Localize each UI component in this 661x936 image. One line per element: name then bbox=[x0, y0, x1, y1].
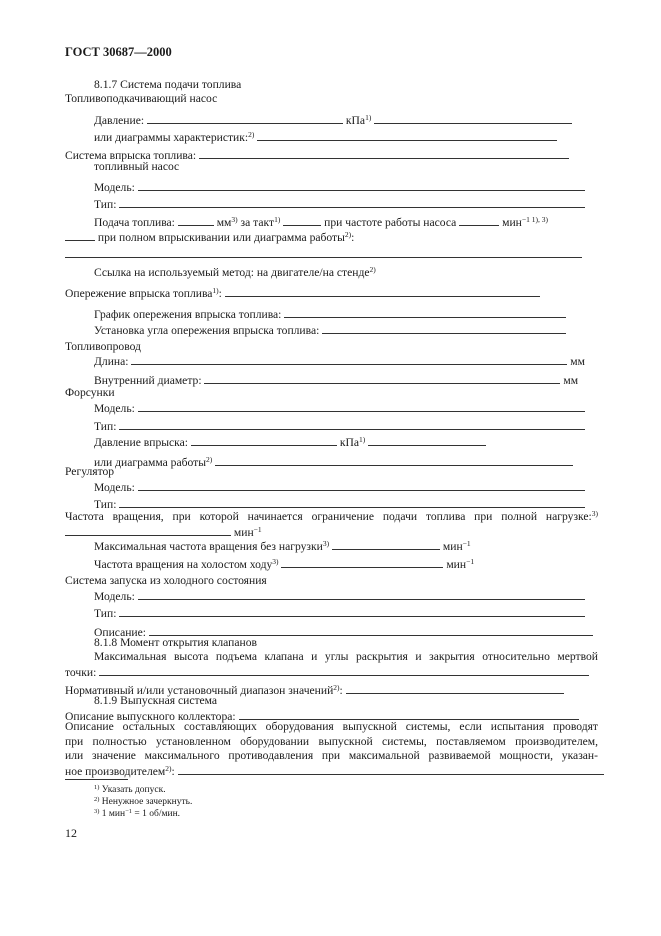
exhaust-manifold-line: Описание выпускного коллектора: bbox=[65, 708, 579, 724]
pump-type-field[interactable] bbox=[119, 196, 585, 208]
governor-type-field[interactable] bbox=[119, 496, 585, 508]
valve-points-field[interactable] bbox=[99, 664, 589, 676]
footnote-divider bbox=[65, 779, 128, 780]
cold-start-description-line: Описание: bbox=[94, 624, 593, 640]
pump-title: Топливоподкачивающий насос bbox=[65, 92, 218, 105]
injection-pressure-field[interactable] bbox=[191, 434, 337, 446]
cutoff-speed-line: мин$^{-1}$ bbox=[65, 524, 262, 540]
injection-system-field[interactable] bbox=[199, 147, 569, 159]
hp-pump-title: топливный насос bbox=[94, 160, 180, 173]
pump-diagram-line: или диаграммы характеристик:$^{2)}$ bbox=[94, 129, 557, 145]
timing-graph-field[interactable] bbox=[284, 306, 566, 318]
cold-start-type-field[interactable] bbox=[119, 605, 585, 617]
injector-diagram-field[interactable] bbox=[215, 454, 573, 466]
normative-range-line: Нормативный и/или установочный диапазон значений$^{2)}$: bbox=[65, 682, 564, 698]
pump-pressure-tolerance-field[interactable] bbox=[374, 112, 572, 124]
standard-header: ГОСТ 30687—2000 bbox=[65, 45, 172, 59]
delivery-diagram-line bbox=[65, 246, 582, 262]
normative-range-field[interactable] bbox=[346, 682, 564, 694]
injection-pressure-line: Давление впрыска: кПа$^{1)}$ bbox=[94, 434, 486, 450]
fuel-line-diameter-field[interactable] bbox=[204, 372, 560, 384]
exhaust-manifold-field[interactable] bbox=[239, 708, 579, 720]
fuel-line-diameter: Внутренний диаметр: мм bbox=[94, 374, 579, 387]
timing-angle-line: Установка угла опережения впрыска топлива: bbox=[94, 322, 566, 338]
pump-pressure-line: Давление: кПа$^{1)}$ bbox=[94, 112, 572, 128]
fuel-line-length: Длина: мм bbox=[94, 355, 585, 368]
pump-speed-field[interactable] bbox=[459, 214, 499, 226]
cutoff-speed-text: Частота вращения, при которой начинается ограничение подачи топлива при полной нагрузке:$^{3)}$ bbox=[65, 509, 598, 523]
exhaust-backpressure-field[interactable] bbox=[178, 763, 604, 775]
cold-start-description-field[interactable] bbox=[149, 624, 593, 636]
section-8-1-9-heading: 8.1.9 Выпускная система bbox=[94, 694, 218, 707]
injector-diagram-line: или диаграмма работы$^{2)}$ bbox=[94, 454, 573, 470]
fuel-delivery-line: Подача топлива: $мм^{3)}$ за такт$^{1)}$ при частоте работы насоса мин$^{-1 1), 3)}$ bbox=[94, 215, 548, 229]
injector-model-line: Модель: bbox=[94, 400, 585, 416]
pump-model-field[interactable] bbox=[138, 179, 585, 191]
injection-pressure-tolerance-field[interactable] bbox=[368, 434, 486, 446]
idle-speed-line: Частота вращения на холостом ходу$^{3)}$ мин$^{-1}$ bbox=[94, 557, 475, 571]
cold-start-title: Система запуска из холодного состояния bbox=[65, 574, 267, 587]
footnote-2: $^{2)}$ Ненужное зачеркнуть. bbox=[94, 796, 193, 807]
governor-title: Регулятор bbox=[65, 465, 115, 478]
governor-model-line: Модель: bbox=[94, 479, 585, 495]
fuel-line-title: Топливопровод bbox=[65, 340, 141, 353]
exhaust-backpressure-line: ное производителем$^{2)}$: bbox=[65, 763, 604, 779]
valve-lift-text: Максимальная высота подъема клапана и углы раскрытия и закрытия относительно мертвой bbox=[94, 650, 598, 663]
max-speed-field[interactable] bbox=[332, 538, 440, 550]
pump-pressure-field[interactable] bbox=[147, 112, 343, 124]
footnote-1: $^{1)}$ Указать допуск. bbox=[94, 784, 166, 795]
idle-speed-field[interactable] bbox=[281, 556, 443, 568]
timing-graph-line: График опережения впрыска топлива: bbox=[94, 306, 566, 322]
injection-timing-line: Опережение впрыска топлива$^{1)}$: bbox=[65, 285, 540, 301]
max-speed-line: Максимальная частота вращения без нагрузки$^{3)}$ мин$^{-1}$ bbox=[94, 539, 471, 553]
cold-start-model-line: Модель: bbox=[94, 588, 585, 604]
pump-type-line: Тип: bbox=[94, 196, 585, 212]
full-injection-field[interactable] bbox=[65, 229, 95, 241]
exhaust-text-1: Описание остальных составляющих оборудования выпускной системы, если испытания проводят bbox=[65, 720, 598, 733]
timing-angle-field[interactable] bbox=[322, 322, 566, 334]
full-injection-line: при полном впрыскивании или диаграмма работы$^{2)}$: bbox=[65, 229, 354, 245]
section-8-1-7-heading: 8.1.7 Система подачи топлива bbox=[94, 78, 242, 91]
pump-diagram-field[interactable] bbox=[257, 129, 557, 141]
valve-points-line: точки: bbox=[65, 664, 589, 680]
page-number: 12 bbox=[65, 826, 77, 840]
injection-timing-field[interactable] bbox=[225, 285, 540, 297]
delivery-diagram-field[interactable] bbox=[65, 246, 582, 258]
pump-model-line: Модель: bbox=[94, 179, 585, 195]
exhaust-text-2: при полностью установленном оборудовании выпускной системы, поставляемом производителем, bbox=[65, 735, 598, 748]
fuel-line-length-field[interactable] bbox=[131, 353, 567, 365]
injector-model-field[interactable] bbox=[138, 400, 585, 412]
injectors-title: Форсунки bbox=[65, 386, 115, 399]
governor-type-line: Тип: bbox=[94, 496, 585, 512]
delivery-volume-field[interactable] bbox=[178, 214, 214, 226]
section-8-1-8-heading: 8.1.8 Момент открытия клапанов bbox=[94, 636, 258, 649]
cutoff-speed-field[interactable] bbox=[65, 524, 231, 536]
injector-type-line: Тип: bbox=[94, 418, 585, 434]
cold-start-model-field[interactable] bbox=[138, 588, 585, 600]
governor-model-field[interactable] bbox=[138, 479, 585, 491]
exhaust-text-3: или значение максимального противодавления при максимальной развиваемой мощности, указан- bbox=[65, 749, 598, 762]
injector-type-field[interactable] bbox=[119, 418, 585, 430]
cold-start-type-line: Тип: bbox=[94, 605, 585, 621]
footnote-3: $^{3)}$ 1 мин$^{-1}$ = 1 об/мин. bbox=[94, 808, 181, 819]
delivery-tolerance-field[interactable] bbox=[283, 214, 321, 226]
injection-system-line: Система впрыска топлива: bbox=[65, 147, 569, 163]
method-line: Ссылка на используемый метод: на двигателе/на стенде$^{2)}$ bbox=[94, 265, 376, 279]
